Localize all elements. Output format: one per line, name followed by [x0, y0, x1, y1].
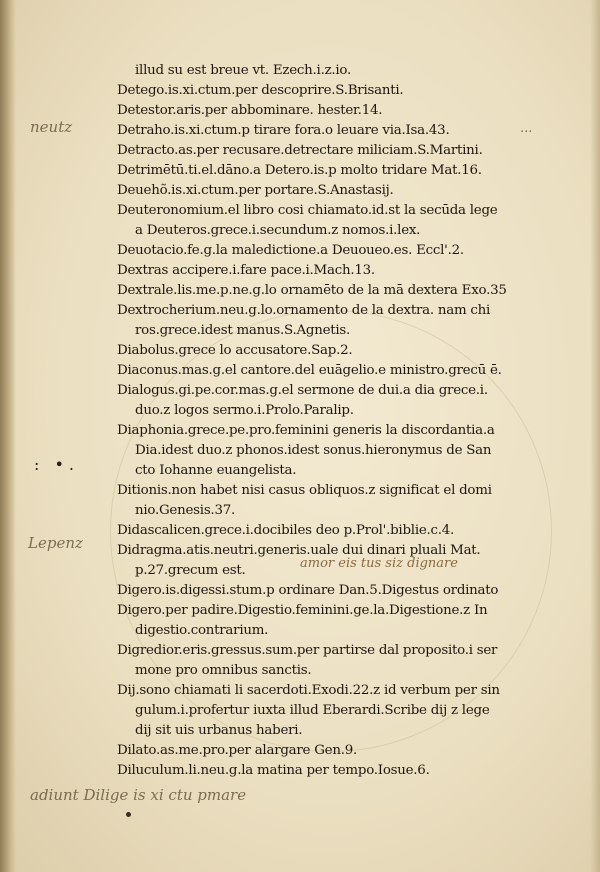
text-line: Didragma.atis.neutri.generis.uale dui dinari pluali Mat. — [117, 543, 481, 558]
page-mark — [126, 812, 131, 817]
margin-note: neutz — [30, 118, 73, 136]
text-line: Digero.per padire.Digestio.feminini.ge.la.Digestione.z In — [117, 603, 488, 618]
text-line: mone pro omnibus sanctis. — [135, 663, 312, 678]
text-line: Didascalicen.grece.i.docibiles deo p.Prol'.biblie.c.4. — [117, 523, 455, 538]
text-line: Detrimētū.ti.el.dāno.a Detero.is.p molto tridare Mat.16. — [117, 163, 482, 178]
text-line: Dilato.as.me.pro.per alargare Gen.9. — [117, 743, 358, 758]
text-line: Diaphonia.grece.pe.pro.feminini generis la discordantia.a — [117, 423, 495, 438]
text-line: Ditionis.non habet nisi casus obliquos.z significat el domi — [117, 483, 492, 498]
text-line: ros.grece.idest manus.S.Agnetis. — [135, 323, 351, 338]
text-line: Dextrocherium.neu.g.lo.ornamento de la dextra. nam chi — [117, 303, 491, 318]
text-line: Deuehõ.is.xi.ctum.per portare.S.Anastasij. — [117, 183, 394, 198]
text-line: illud su est breue vt. Ezech.i.z.io. — [135, 63, 351, 78]
text-line: dij sit uis urbanus haberi. — [135, 723, 303, 738]
text-line: Detracto.as.per recusare.detrectare miliciam.S.Martini. — [117, 143, 483, 158]
text-line: Diabolus.grece lo accusatore.Sap.2. — [117, 343, 353, 358]
text-line: Digredior.eris.gressus.sum.per partirse dal proposito.i ser — [117, 643, 498, 658]
text-line: Dextrale.lis.me.p.ne.g.lo ornamēto de la mā dextera Exo.35 — [117, 283, 507, 298]
text-line: Detraho.is.xi.ctum.p tirare fora.o leuare via.Isa.43. — [117, 123, 450, 138]
text-line: Detego.is.xi.ctum.per descoprire.S.Brisanti. — [117, 83, 404, 98]
text-line: Dij.sono chiamati li sacerdoti.Exodi.22.z id verbum per sin — [117, 683, 500, 698]
text-line: a Deuteros.grece.i.secundum.z nomos.i.lex. — [135, 223, 421, 238]
bottom-note: adiunt Dilige is xi ctu pmare — [30, 786, 247, 804]
text-line: Diluculum.li.neu.g.la matina per tempo.Iosue.6. — [117, 763, 430, 778]
text-line: duo.z logos sermo.i.Prolo.Paralip. — [135, 403, 354, 418]
margin-dots: : •. — [34, 455, 79, 474]
text-line: p.27.grecum est. — [135, 563, 246, 578]
text-line: nio.Genesis.37. — [135, 503, 235, 518]
margin-note: ... — [520, 121, 533, 136]
text-line: Dialogus.gi.pe.cor.mas.g.el sermone de dui.a dia grece.i. — [117, 383, 488, 398]
text-line: Digero.is.digessi.stum.p ordinare Dan.5.Digestus ordinato — [117, 583, 499, 598]
text-line: digestio.contrarium. — [135, 623, 269, 638]
text-line: Diaconus.mas.g.el cantore.del euāgelio.e ministro.grecū ē. — [117, 363, 502, 378]
text-line: gulum.i.profertur iuxta illud Eberardi.Scribe dij z lege — [135, 703, 490, 718]
interlinear-note: amor eis tus siz dignare — [300, 556, 458, 571]
text-line: Dia.idest duo.z phonos.idest sonus.hieronymus de San — [135, 443, 492, 458]
text-line: Detestor.aris.per abbominare. hester.14. — [117, 103, 383, 118]
text-line: Dextras accipere.i.fare pace.i.Mach.13. — [117, 263, 375, 278]
text-line: cto Iohanne euangelista. — [135, 463, 297, 478]
margin-note: Lepenz — [28, 534, 83, 552]
text-line: Deuteronomium.el libro cosi chiamato.id.st la secūda lege — [117, 203, 498, 218]
text-line: Deuotacio.fe.g.la maledictione.a Deuoueo.es. Eccl'.2. — [117, 243, 464, 258]
